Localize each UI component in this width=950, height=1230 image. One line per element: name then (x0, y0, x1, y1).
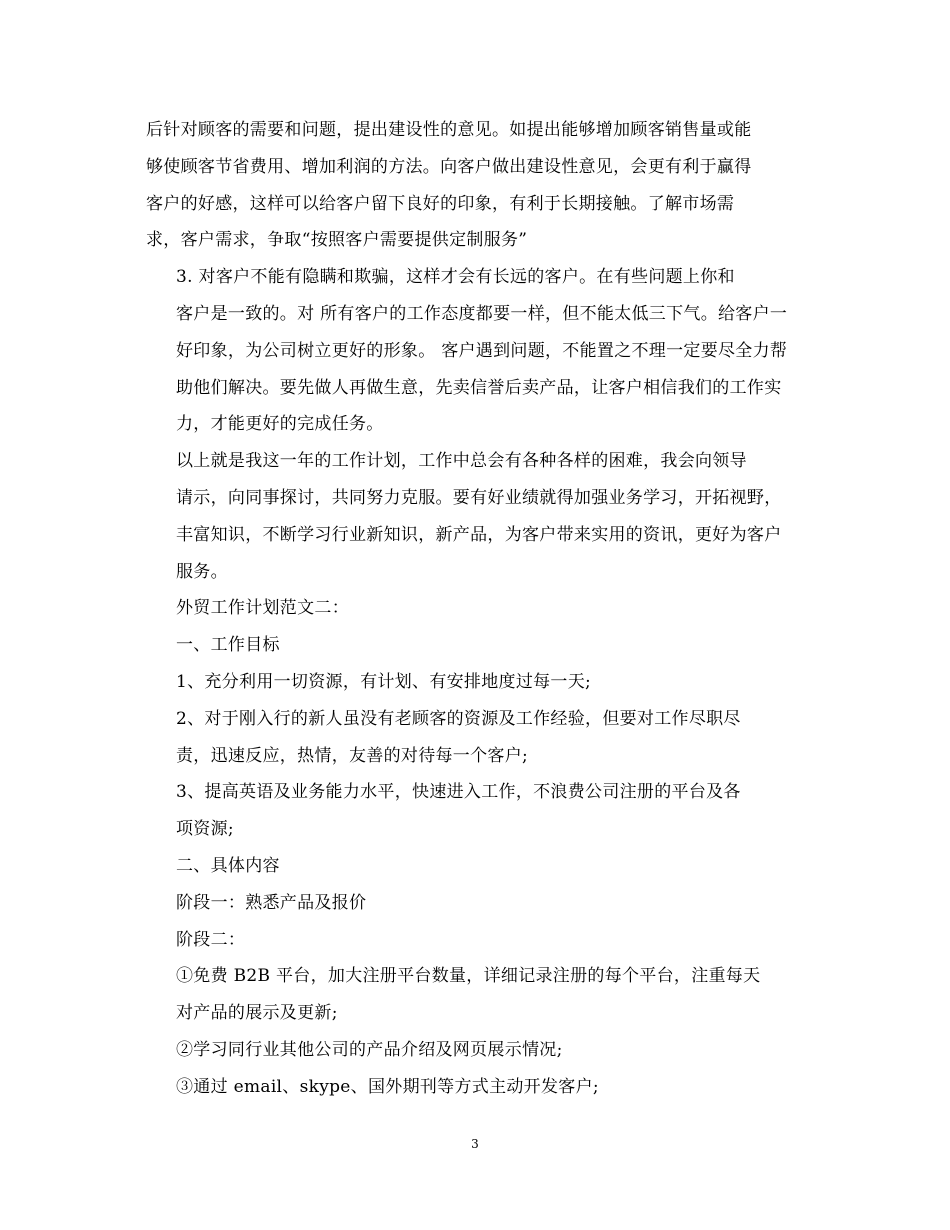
text-line: 责，迅速反应，热情，友善的对待每一个客户; (176, 745, 529, 766)
text-line: 力，才能更好的完成任务。 (176, 414, 384, 435)
paragraph (146, 443, 806, 590)
paragraph (146, 922, 806, 959)
paragraph (146, 958, 806, 1032)
text-line: 客户的好感，这样可以给客户留下良好的印象，有利于长期接触。了解市场需 (146, 193, 735, 214)
text-line: 求，客户需求，争取“按照客户需要提供定制服务” (146, 230, 528, 251)
text-line: 请示，向同事探讨，共同努力克服。要有好业绩就得加强业务学习，开拓视野， (176, 487, 782, 508)
paragraph (146, 885, 806, 922)
paragraph (146, 259, 806, 443)
paragraph (146, 848, 806, 885)
text-line: 1、充分利用一切资源，有计划、有安排地度过每一天; (176, 671, 592, 692)
paragraph (146, 590, 806, 627)
text-line: 后针对顾客的需要和问题，提出建设性的意见。如提出能够增加顾客销售量或能 (146, 120, 752, 140)
text-line: 够使顾客节省费用、增加利润的方法。向客户做出建设性意见，会更有利于赢得 (146, 156, 752, 177)
text-line: 外贸工作计划范文二： (176, 598, 349, 619)
text-line: 以上就是我这一年的工作计划，工作中总会有各种各样的困难，我会向领导 (176, 451, 747, 472)
text-line: 阶段二： (176, 929, 246, 950)
paragraph (146, 1069, 806, 1106)
page-number: 3 (471, 1137, 479, 1151)
text-line: 二、具体内容 (176, 855, 280, 876)
text-line: 3. 对客户不能有隐瞒和欺骗，这样才会有长远的客户。在有些问题上你和 (176, 267, 735, 288)
text-line: 2、对于刚入行的新人虽没有老顾客的资源及工作经验，但要对工作尽职尽 (176, 708, 741, 729)
text-line: ③通过 email、skype、国外期刊等方式主动开发客户; (176, 1076, 599, 1097)
text-line: 阶段一：熟悉产品及报价 (176, 892, 367, 913)
text-line: ②学习同行业其他公司的产品介绍及网页展示情况; (176, 1039, 563, 1060)
text-line: 一、工作目标 (176, 635, 280, 656)
text-line: 客户是一致的。对 所有客户的工作态度都要一样，但不能太低三下气。给客户一 (176, 303, 788, 324)
paragraph (146, 701, 806, 775)
text-line: 好印象，为公司树立更好的形象。 客户遇到问题，不能置之不理一定要尽全力帮 (176, 340, 788, 361)
paragraph (146, 1032, 806, 1069)
document-body (146, 112, 806, 1106)
text-line: ①免费 B2B 平台，加大注册平台数量，详细记录注册的每个平台，注重每天 (176, 966, 761, 987)
paragraph (146, 627, 806, 664)
text-line: 对产品的展示及更新; (176, 1003, 338, 1024)
paragraph (146, 664, 806, 701)
paragraph (146, 774, 806, 848)
text-line: 丰富知识，不断学习行业新知识，新产品，为客户带来实用的资讯，更好为客户 (176, 524, 782, 545)
text-line: 项资源; (176, 819, 234, 840)
text-line: 3、提高英语及业务能力水平，快速进入工作，不浪费公司注册的平台及各 (176, 782, 741, 803)
text-line: 助他们解决。要先做人再做生意，先卖信誉后卖产品，让客户相信我们的工作实 (176, 377, 782, 398)
text-line: 服务。 (176, 561, 228, 582)
paragraph (146, 112, 806, 259)
